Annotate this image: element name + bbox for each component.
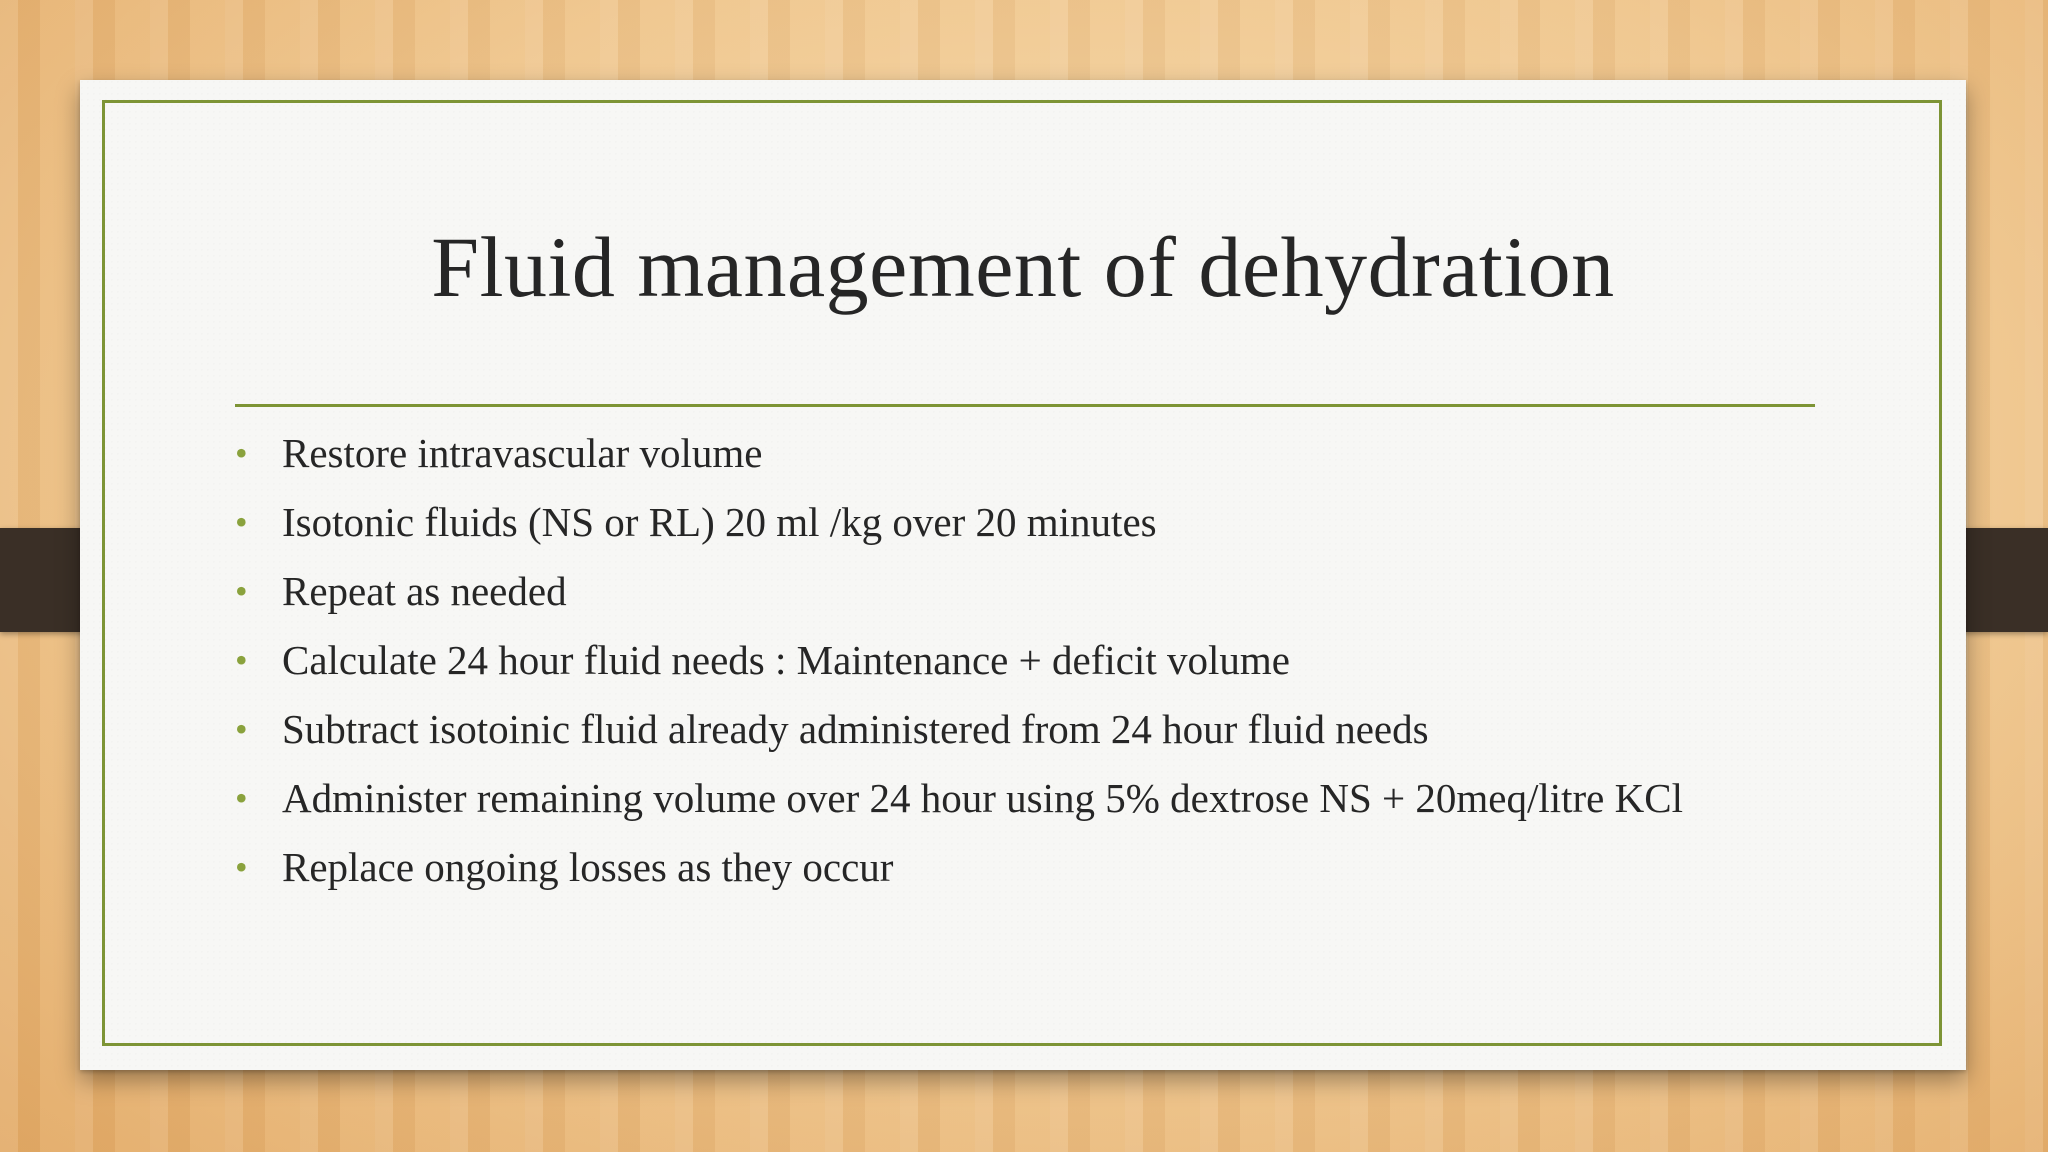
- bullet-text: Replace ongoing losses as they occur: [282, 844, 894, 890]
- bullet-item: [235, 430, 1815, 476]
- slide-title: Fluid management of dehydration: [431, 219, 1615, 315]
- slide: [80, 80, 1966, 1070]
- bullet-icon: •: [235, 778, 248, 818]
- bullet-icon: •: [235, 709, 248, 749]
- bullet-text: Isotonic fluids (NS or RL) 20 ml /kg over 20 minutes: [282, 499, 1157, 545]
- bullet-item: [235, 568, 1815, 614]
- bullet-item: [235, 637, 1815, 683]
- title-divider: [235, 404, 1815, 407]
- bullet-list: [235, 430, 1815, 913]
- bullet-item: [235, 706, 1815, 752]
- bullet-item: [235, 775, 1815, 821]
- bullet-text: Restore intravascular volume: [282, 430, 763, 476]
- bullet-text: Subtract isotoinic fluid already administered from 24 hour fluid needs: [282, 706, 1429, 752]
- bullet-icon: •: [235, 433, 248, 473]
- bullet-icon: •: [235, 847, 248, 887]
- bullet-icon: •: [235, 640, 248, 680]
- bullet-text: Repeat as needed: [282, 568, 567, 614]
- bullet-icon: •: [235, 571, 248, 611]
- bullet-text: Administer remaining volume over 24 hour using 5% dextrose NS + 20meq/litre KCl: [282, 775, 1683, 821]
- bullet-icon: •: [235, 502, 248, 542]
- bullet-item: [235, 499, 1815, 545]
- bullet-text: Calculate 24 hour fluid needs : Maintenance + deficit volume: [282, 637, 1290, 683]
- bullet-item: [235, 844, 1815, 890]
